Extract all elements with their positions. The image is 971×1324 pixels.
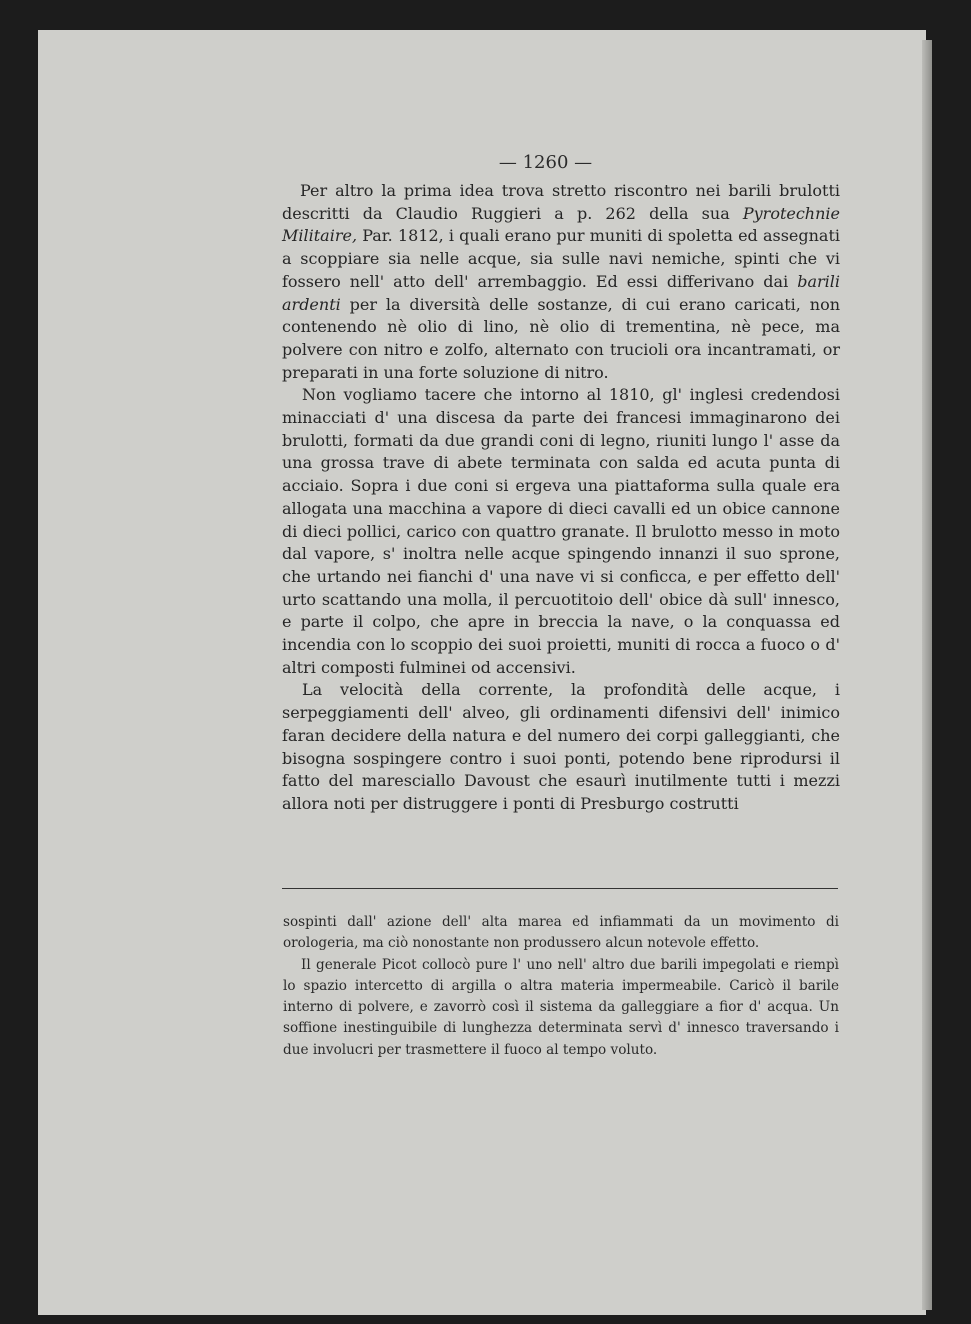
paragraph-1-italic-a: Pyrotechnie Militaire, [282, 203, 840, 246]
paragraph-1-italic-b: barili ardenti [282, 271, 840, 314]
paragraph-2: Non vogliamo tacere che intorno al 1810, gl' inglesi credendosi minacciati d' una discesa da parte dei francesi immaginarono dei brulotti, formati da due grandi coni di legno, riuniti lungo l' asse da una grossa trave di abete terminata con salda ed acuta punta di acciaio. Sopra i due coni si ergeva una piattaforma sulla quale era allogata una macchina a vapore di dieci cavalli ed un obice cannone di dieci pollici, carico con quattro granate. Il brulotto messo in moto dal vapore, s' inoltra nelle acque spingendo innanzi il suo sprone, che urtando nei fianchi d' una nave vi si conficca, e per effetto dell' urto scattando una molla, il percuotitoio dell' obice dà sull' innesco, e parte il colpo, che apre in breccia la nave, o la conquassa ed incendia con lo scoppio dei suoi proietti, muniti di rocca a fuoco o d' altri composti fulminei od accensivi. [282, 385, 840, 677]
footnote-continuation: sospinti dall' azione dell' alta marea ed infiammati da un movimento di orologeria, ma ciò nonostante non produssero alcun notevole effetto. [283, 914, 839, 952]
paragraph-1-text-a: Per altro la prima idea trova stretto riscontro nei barili brulotti descritti da Claudio Ruggieri a p. 262 della sua [282, 181, 840, 223]
paragraph-1-text-b: Par. 1812, i quali erano pur muniti di spoletta ed assegnati a scoppiare sia nelle acque, sia sulle navi nemiche, spinti che vi fossero nell' atto dell' arrembaggio. Ed essi differivano dai [282, 226, 840, 291]
main-text [282, 180, 840, 816]
footnotes [283, 912, 839, 1061]
page-edge [922, 40, 932, 1310]
page-number: — 1260 — [498, 152, 593, 173]
footnote-rule [282, 888, 838, 889]
paragraph-3: La velocità della corrente, la profondità delle acque, i serpeggiamenti dell' alveo, gli ordinamenti difensivi dell' inimico faran decidere della natura e del numero dei corpi galleggianti, che bisogna sospingere contro i suoi ponti, potendo bene riprodursi il fatto del maresciallo Davoust che esaurì inutilmente tutti i mezzi allora noti per distruggere i ponti di Presburgo costrutti [282, 680, 840, 813]
paragraph-1 [282, 180, 840, 384]
footnote-paragraph: Il generale Picot collocò pure l' uno nell' altro due barili impegolati e riempì lo spazio intercetto di argilla o altra materia impermeabile. Caricò il barile interno di polvere, e zavorrò così il sistema da galleggiare a fior d' acqua. Un soffione inestinguibile di lunghezza determinata servì d' innesco traversando i due involucri per trasmettere il fuoco al tempo voluto. [283, 956, 839, 1058]
paragraph-1-text-c: per la diversità delle sostanze, di cui erano caricati, non contenendo nè olio di lino, nè olio di trementina, nè pece, ma polvere con nitro e zolfo, alternato con trucioli ora incantramati, or preparati in una forte soluzione di nitro. [282, 294, 840, 382]
